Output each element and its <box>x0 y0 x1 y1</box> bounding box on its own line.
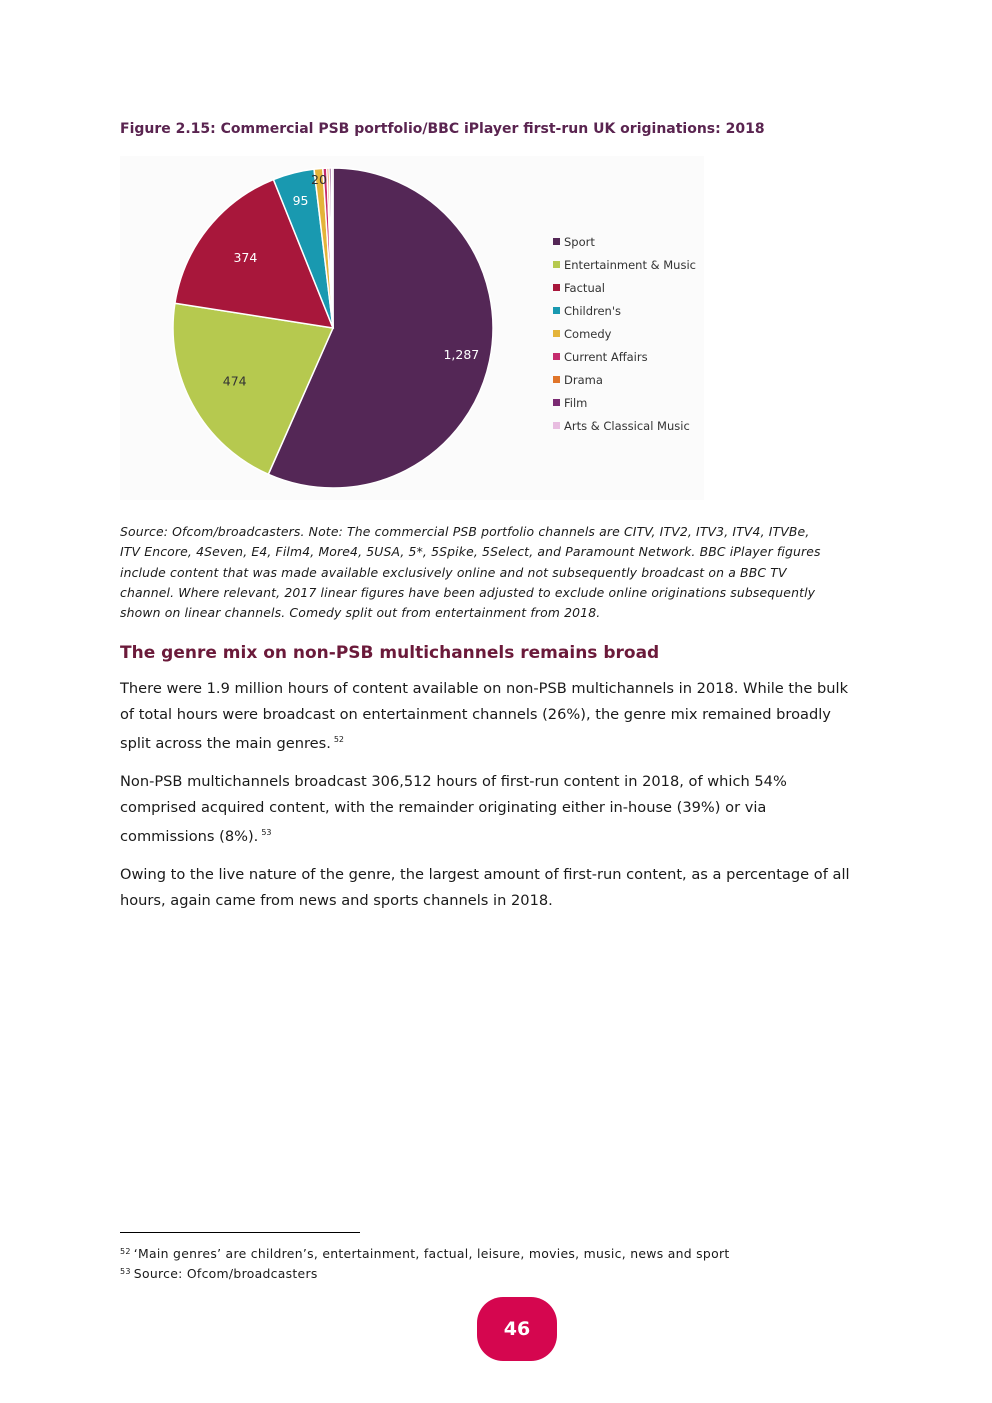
slice-data-label: 95 <box>292 192 309 208</box>
legend-item <box>553 414 696 437</box>
footnote-number: 52 <box>120 1247 131 1256</box>
footnote-text: ‘Main genres’ are children’s, entertainment, factual, leisure, movies, music, news and sport <box>133 1246 730 1261</box>
slice-data-label: 374 <box>233 250 258 266</box>
legend-swatch <box>553 307 560 314</box>
legend-label: Children's <box>564 303 622 318</box>
legend-item <box>553 345 696 368</box>
legend-swatch <box>553 261 560 268</box>
legend-swatch <box>553 330 560 337</box>
legend-item <box>553 276 696 299</box>
footnote-number: 53 <box>120 1267 131 1276</box>
legend-label: Current Affairs <box>564 349 648 364</box>
section-heading: The genre mix on non-PSB multichannels remains broad <box>120 643 660 663</box>
source-line: channel. Where relevant, 2017 linear figures have been adjusted to exclude online originations subsequently <box>120 584 816 600</box>
legend-swatch <box>553 399 560 406</box>
pie-chart <box>120 156 704 500</box>
legend-swatch <box>553 422 560 429</box>
slice-data-label: 474 <box>222 373 247 389</box>
legend-label: Factual <box>564 280 605 295</box>
legend-item <box>553 391 696 414</box>
legend-label: Entertainment & Music <box>564 257 696 272</box>
legend-item <box>553 368 696 391</box>
legend-item <box>553 230 696 253</box>
legend-label: Sport <box>564 234 595 249</box>
legend-label: Film <box>564 395 588 410</box>
source-line: ITV Encore, 4Seven, E4, Film4, More4, 5USA, 5*, 5Spike, 5Select, and Paramount Network. BBC iPlayer figures <box>120 544 821 560</box>
legend-label: Arts & Classical Music <box>564 418 690 433</box>
paragraph: There were 1.9 million hours of content available on non-PSB multichannels in 2018. While the bulk of total hours were broadcast on entertainment channels (26%), the genre mix remained broadly split across the main genres. $^{52}$ <box>120 680 849 752</box>
footnote-ref[interactable]: 52 <box>333 735 345 744</box>
legend-swatch <box>553 238 560 245</box>
paragraph: Owing to the live nature of the genre, the largest amount of first-run content, as a percentage of all hours, again came from news and sports channels in 2018. <box>120 866 850 909</box>
legend-swatch <box>553 353 560 360</box>
legend-swatch <box>553 284 560 291</box>
legend-item <box>553 253 696 276</box>
chart-legend <box>553 230 696 437</box>
footnote <box>120 1244 730 1262</box>
legend-item <box>553 299 696 322</box>
legend-item <box>553 322 696 345</box>
legend-label: Comedy <box>564 326 612 341</box>
footnote <box>120 1264 318 1282</box>
page-number: 46 <box>477 1297 557 1361</box>
source-note <box>120 522 865 623</box>
figure-title: Figure 2.15: Commercial PSB portfolio/BBC iPlayer first-run UK originations: 2018 <box>120 121 765 137</box>
legend-label: Drama <box>564 372 603 387</box>
paragraph: Non-PSB multichannels broadcast 306,512 hours of first-run content in 2018, of which 54% comprised acquired content, with the remainder originating either in-house (39%) or via commissions (8%). $^{53}$ <box>120 773 787 845</box>
source-line: include content that was made available exclusively online and not subsequently broadcast on a BBC TV <box>120 564 787 580</box>
slice-data-label: 1,287 <box>443 347 480 363</box>
footnote-divider <box>120 1232 360 1233</box>
slice-data-label: 20 <box>311 172 327 187</box>
legend-swatch <box>553 376 560 383</box>
source-line: Source: Ofcom/broadcasters. Note: The commercial PSB portfolio channels are CITV, ITV2, ITV3, ITV4, ITVBe, <box>120 524 810 539</box>
source-line: shown on linear channels. Comedy split out from entertainment from 2018. <box>120 605 601 621</box>
footnote-text: Source: Ofcom/broadcasters <box>133 1266 318 1281</box>
footnote-ref[interactable]: 53 <box>261 828 272 837</box>
